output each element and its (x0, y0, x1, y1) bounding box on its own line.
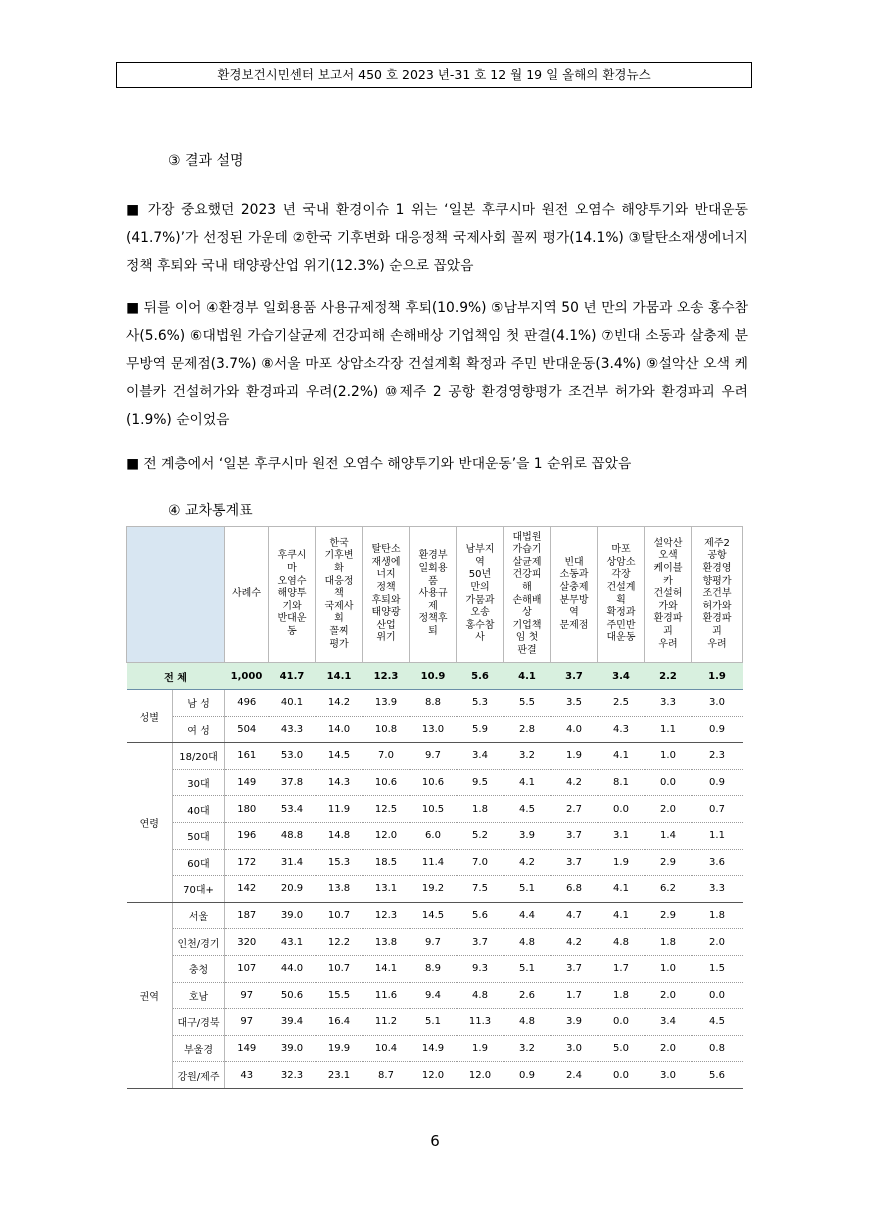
table-row (127, 716, 743, 743)
table-cell: 0.0 (598, 1062, 645, 1089)
table-cell: 32.3 (269, 1062, 316, 1089)
table-cell: 10.5 (410, 796, 457, 823)
table-cell: 0.9 (692, 716, 743, 743)
table-cell: 4.3 (598, 716, 645, 743)
table-cell: 2.5 (598, 690, 645, 717)
table-cell: 3.7 (551, 822, 598, 849)
table-header-row (127, 527, 743, 663)
table-cell: 19.9 (316, 1035, 363, 1062)
paragraph-1: ■ 가장 중요했던 2023 년 국내 환경이슈 1 위는 ‘일본 후쿠시마 원전 오염수 해양투기와 반대운동(41.7%)’가 선정된 가운데 ②한국 기후변화 대응정책 국제사회 꼴찌 평가(14.1%) ③탈탄소재생에너지 정책 후퇴와 국내 태양광산업 위기(12.3%) 순으로 꼽았음 (126, 202, 748, 274)
table-cell: 15.5 (316, 982, 363, 1009)
table-cell: 11.2 (363, 1009, 410, 1036)
table-cell: 2.4 (551, 1062, 598, 1089)
table-cell: 12.2 (316, 929, 363, 956)
table-cell: 4.8 (504, 1009, 551, 1036)
paragraph-2: ■ 뒤를 이어 ④환경부 일회용품 사용규제정책 후퇴(10.9%) ⑤남부지역 50 년 만의 가뭄과 오송 홍수참사(5.6%) ⑥대법원 가습기살균제 건강피해 손해배상 기업책임 첫 판결(4.1%) ⑦빈대 소동과 살충제 분무방역 문제점(3.7%) ⑧서울 마포 상암소각장 건설계획 확정과 주민 반대운동(3.4%) ⑨설악산 오색 케이블카 건설허가와 환경파괴 우려(2.2%) ⑩제주 2 공항 환경영향평가 조건부 허가와 환경파괴 우려(1.9%) 순이었음 (126, 300, 748, 428)
table-cell: 3.7 (551, 955, 598, 982)
table-cell: 14.1 (363, 955, 410, 982)
table-cell: 6.0 (410, 822, 457, 849)
table-cell: 48.8 (269, 822, 316, 849)
table-cell: 5.6 (457, 663, 504, 690)
table-cell: 53.0 (269, 743, 316, 770)
table-cell: 12.3 (363, 663, 410, 690)
table-cell: 1.1 (692, 822, 743, 849)
table-cell: 2.0 (692, 929, 743, 956)
table-corner-cell (127, 527, 225, 663)
table-row (127, 1035, 743, 1062)
table-cell: 14.1 (316, 663, 363, 690)
row-label: 강원/제주 (173, 1062, 225, 1089)
table-cell: 3.4 (598, 663, 645, 690)
row-label: 50대 (173, 822, 225, 849)
table-cell: 1.8 (457, 796, 504, 823)
table-cell: 19.2 (410, 876, 457, 903)
table-cell: 1.8 (692, 902, 743, 929)
table-cell: 18.5 (363, 849, 410, 876)
table-cell: 496 (225, 690, 269, 717)
table-cell: 3.7 (551, 663, 598, 690)
table-cell: 13.9 (363, 690, 410, 717)
row-label: 대구/경북 (173, 1009, 225, 1036)
table-cell: 0.7 (692, 796, 743, 823)
cross-tab-table (126, 526, 743, 1089)
table-cell: 107 (225, 955, 269, 982)
table-cell: 43.3 (269, 716, 316, 743)
table-cell: 4.1 (598, 902, 645, 929)
table-cell: 1.7 (598, 955, 645, 982)
row-label: 여 성 (173, 716, 225, 743)
table-cell: 8.1 (598, 769, 645, 796)
table-row (127, 796, 743, 823)
table-cell: 2.6 (504, 982, 551, 1009)
table-cell: 5.1 (504, 955, 551, 982)
column-header: 빈대 소동과 살충제 분무방 역 문제점 (551, 527, 598, 663)
table-cell: 1.0 (645, 743, 692, 770)
table-cell: 12.5 (363, 796, 410, 823)
column-header: 탈탄소 재생에 너지 정책 후퇴와 태양광 산업 위기 (363, 527, 410, 663)
section-title: ③ 결과 설명 (168, 153, 244, 169)
table-cell: 2.0 (645, 982, 692, 1009)
table-cell: 4.0 (551, 716, 598, 743)
table-cell: 13.1 (363, 876, 410, 903)
table-cell: 39.4 (269, 1009, 316, 1036)
table-cell: 97 (225, 982, 269, 1009)
table-cell: 11.4 (410, 849, 457, 876)
table-cell: 50.6 (269, 982, 316, 1009)
table-cell: 0.9 (504, 1062, 551, 1089)
table-cell: 2.3 (692, 743, 743, 770)
table-cell: 4.1 (504, 769, 551, 796)
table-cell: 14.5 (316, 743, 363, 770)
row-label: 남 성 (173, 690, 225, 717)
table-cell: 2.9 (645, 849, 692, 876)
table-cell: 14.2 (316, 690, 363, 717)
table-cell: 4.8 (504, 929, 551, 956)
table-cell: 5.2 (457, 822, 504, 849)
table-cell: 3.9 (504, 822, 551, 849)
table-cell: 1,000 (225, 663, 269, 690)
table-cell: 23.1 (316, 1062, 363, 1089)
table-cell: 3.7 (551, 849, 598, 876)
table-cell: 12.0 (457, 1062, 504, 1089)
table-cell: 0.0 (598, 796, 645, 823)
row-label: 서울 (173, 902, 225, 929)
table-cell: 43.1 (269, 929, 316, 956)
table-cell: 10.8 (363, 716, 410, 743)
table-cell: 5.1 (410, 1009, 457, 1036)
table-cell: 13.8 (316, 876, 363, 903)
table-row-total (127, 663, 743, 690)
table-cell: 14.0 (316, 716, 363, 743)
table-cell: 7.5 (457, 876, 504, 903)
table-cell: 7.0 (363, 743, 410, 770)
table-cell: 4.1 (598, 743, 645, 770)
table-cell: 44.0 (269, 955, 316, 982)
table-cell: 9.4 (410, 982, 457, 1009)
table-cell: 196 (225, 822, 269, 849)
table-cell: 9.5 (457, 769, 504, 796)
table-cell: 11.6 (363, 982, 410, 1009)
table-cell: 0.0 (598, 1009, 645, 1036)
row-label: 18/20대 (173, 743, 225, 770)
table-cell: 3.6 (692, 849, 743, 876)
table-cell: 320 (225, 929, 269, 956)
table-cell: 4.1 (598, 876, 645, 903)
table-cell: 12.0 (410, 1062, 457, 1089)
table-cell: 8.8 (410, 690, 457, 717)
table-cell: 39.0 (269, 902, 316, 929)
table-row (127, 955, 743, 982)
table-cell: 4.8 (457, 982, 504, 1009)
table-cell: 12.0 (363, 822, 410, 849)
table-cell: 31.4 (269, 849, 316, 876)
table-cell: 3.4 (645, 1009, 692, 1036)
table-cell: 4.2 (551, 769, 598, 796)
table-cell: 12.3 (363, 902, 410, 929)
group-label: 성별 (127, 690, 173, 743)
table-row (127, 982, 743, 1009)
table-cell: 5.9 (457, 716, 504, 743)
table-cell: 41.7 (269, 663, 316, 690)
table-cell: 1.9 (457, 1035, 504, 1062)
table-cell: 3.9 (551, 1009, 598, 1036)
table-cell: 187 (225, 902, 269, 929)
table-row (127, 902, 743, 929)
table-title: ④ 교차통계표 (168, 503, 253, 519)
table-row (127, 1062, 743, 1089)
table-cell: 43 (225, 1062, 269, 1089)
row-label: 충청 (173, 955, 225, 982)
table-cell: 9.7 (410, 743, 457, 770)
column-header: 마포 상암소 각장 건설계 획 확정과 주민반 대운동 (598, 527, 645, 663)
table-cell: 2.2 (645, 663, 692, 690)
table-cell: 3.2 (504, 1035, 551, 1062)
table-cell: 9.7 (410, 929, 457, 956)
row-label: 40대 (173, 796, 225, 823)
table-cell: 14.3 (316, 769, 363, 796)
table-cell: 6.2 (645, 876, 692, 903)
table-row (127, 929, 743, 956)
table-cell: 15.3 (316, 849, 363, 876)
row-label: 인천/경기 (173, 929, 225, 956)
table-cell: 180 (225, 796, 269, 823)
table-cell: 2.0 (645, 796, 692, 823)
table-cell: 8.7 (363, 1062, 410, 1089)
table-body (127, 663, 743, 1089)
table-cell: 16.4 (316, 1009, 363, 1036)
column-header: 환경부 일회용 품 사용규 제 정책후 퇴 (410, 527, 457, 663)
table-cell: 3.3 (692, 876, 743, 903)
table-cell: 7.0 (457, 849, 504, 876)
table-cell: 5.3 (457, 690, 504, 717)
table-row (127, 743, 743, 770)
table-cell: 0.9 (692, 769, 743, 796)
table-cell: 10.9 (410, 663, 457, 690)
table-cell: 172 (225, 849, 269, 876)
table-cell: 1.8 (645, 929, 692, 956)
table-cell: 10.7 (316, 902, 363, 929)
total-label: 전 체 (127, 663, 225, 690)
table-cell: 3.2 (504, 743, 551, 770)
table-cell: 4.2 (504, 849, 551, 876)
table-cell: 8.9 (410, 955, 457, 982)
table-cell: 39.0 (269, 1035, 316, 1062)
table-row (127, 769, 743, 796)
table-cell: 6.8 (551, 876, 598, 903)
table-cell: 3.0 (645, 1062, 692, 1089)
table-cell: 11.9 (316, 796, 363, 823)
table-row (127, 849, 743, 876)
table-cell: 5.6 (457, 902, 504, 929)
table-cell: 1.9 (598, 849, 645, 876)
table-cell: 3.3 (645, 690, 692, 717)
table-cell: 2.9 (645, 902, 692, 929)
table-cell: 4.5 (504, 796, 551, 823)
table-cell: 14.9 (410, 1035, 457, 1062)
table-cell: 9.3 (457, 955, 504, 982)
paragraph-3: ■ 전 계층에서 ‘일본 후쿠시마 원전 오염수 해양투기와 반대운동’을 1 순위로 꼽았음 (126, 456, 632, 472)
table-cell: 149 (225, 1035, 269, 1062)
table-row (127, 822, 743, 849)
table-cell: 4.7 (551, 902, 598, 929)
table-cell: 3.4 (457, 743, 504, 770)
report-header: 환경보건시민센터 보고서 450 호 2023 년-31 호 12 월 19 일 올해의 환경뉴스 (116, 62, 752, 88)
table-cell: 4.1 (504, 663, 551, 690)
table-cell: 14.8 (316, 822, 363, 849)
table-cell: 161 (225, 743, 269, 770)
table-cell: 1.5 (692, 955, 743, 982)
table-cell: 4.5 (692, 1009, 743, 1036)
table-cell: 1.9 (551, 743, 598, 770)
table-cell: 1.0 (645, 955, 692, 982)
table-cell: 5.1 (504, 876, 551, 903)
row-label: 부울경 (173, 1035, 225, 1062)
column-header: 설악산 오색 케이블 카 건설허 가와 환경파 괴 우려 (645, 527, 692, 663)
column-header: 대법원 가습기 살균제 건강피 해 손해배 상 기업책 임 첫 판결 (504, 527, 551, 663)
table-cell: 3.0 (551, 1035, 598, 1062)
table-cell: 1.7 (551, 982, 598, 1009)
column-header: 제주2 공항 환경영 향평가 조건부 허가와 환경파 괴 우려 (692, 527, 743, 663)
column-header: 후쿠시 마 오염수 해양투 기와 반대운 동 (269, 527, 316, 663)
table-cell: 149 (225, 769, 269, 796)
table-cell: 20.9 (269, 876, 316, 903)
table-cell: 3.5 (551, 690, 598, 717)
table-cell: 5.5 (504, 690, 551, 717)
group-label: 연령 (127, 743, 173, 903)
table-cell: 40.1 (269, 690, 316, 717)
table-cell: 4.2 (551, 929, 598, 956)
table-cell: 1.4 (645, 822, 692, 849)
table-cell: 0.0 (692, 982, 743, 1009)
table-cell: 3.1 (598, 822, 645, 849)
row-label: 60대 (173, 849, 225, 876)
table-cell: 504 (225, 716, 269, 743)
table-cell: 1.8 (598, 982, 645, 1009)
table-cell: 13.8 (363, 929, 410, 956)
table-cell: 2.7 (551, 796, 598, 823)
table-cell: 37.8 (269, 769, 316, 796)
row-label: 호남 (173, 982, 225, 1009)
table-cell: 2.0 (645, 1035, 692, 1062)
table-cell: 10.6 (410, 769, 457, 796)
row-label: 70대+ (173, 876, 225, 903)
column-header: 한국 기후변 화 대응정 책 국제사 회 꼴찌 평가 (316, 527, 363, 663)
table-row (127, 690, 743, 717)
column-header: 남부지 역 50년 만의 가뭄과 오송 홍수참 사 (457, 527, 504, 663)
table-cell: 10.6 (363, 769, 410, 796)
table-cell: 53.4 (269, 796, 316, 823)
table-cell: 13.0 (410, 716, 457, 743)
table-cell: 5.6 (692, 1062, 743, 1089)
table-cell: 0.8 (692, 1035, 743, 1062)
table-cell: 142 (225, 876, 269, 903)
column-header: 사례수 (225, 527, 269, 663)
table-cell: 1.9 (692, 663, 743, 690)
table-cell: 4.4 (504, 902, 551, 929)
table-cell: 4.8 (598, 929, 645, 956)
row-label: 30대 (173, 769, 225, 796)
table-row (127, 876, 743, 903)
table-cell: 14.5 (410, 902, 457, 929)
group-label: 권역 (127, 902, 173, 1088)
page-number: 6 (430, 1132, 440, 1150)
table-cell: 5.0 (598, 1035, 645, 1062)
table-cell: 3.7 (457, 929, 504, 956)
table-cell: 10.7 (316, 955, 363, 982)
table-cell: 0.0 (645, 769, 692, 796)
table-cell: 1.1 (645, 716, 692, 743)
table-cell: 2.8 (504, 716, 551, 743)
table-cell: 10.4 (363, 1035, 410, 1062)
table-cell: 97 (225, 1009, 269, 1036)
table-cell: 3.0 (692, 690, 743, 717)
table-cell: 11.3 (457, 1009, 504, 1036)
table-row (127, 1009, 743, 1036)
